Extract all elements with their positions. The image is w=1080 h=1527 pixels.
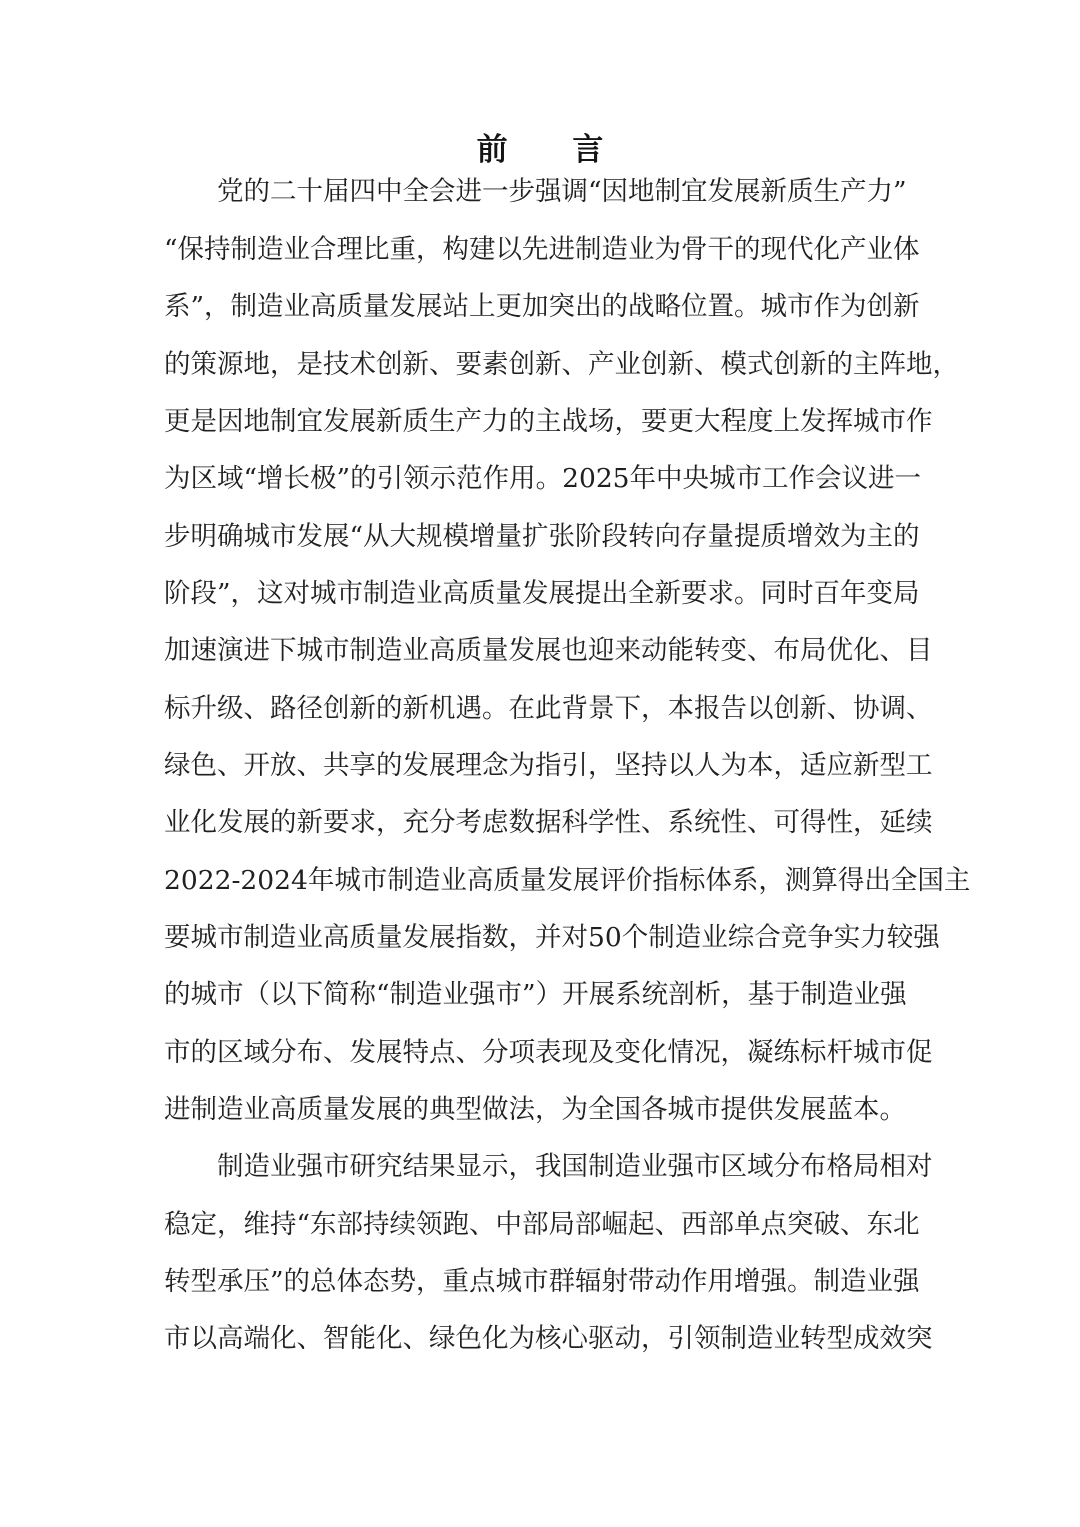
paragraph-1-line: 标升级、路径创新的新机遇。在此背景下，本报告以创新、协调、 [164, 693, 933, 724]
paragraph-1-line: 为区域“增长极”的引领示范作用。2025年中央城市工作会议进一 [164, 463, 922, 494]
paragraph-1-line: 业化发展的新要求，充分考虑数据科学性、系统性、可得性，延续 [164, 807, 933, 838]
paragraph-1-line: 的城市（以下简称“制造业强市”）开展系统剖析，基于制造业强 [164, 979, 907, 1010]
paragraph-1-line: 市的区域分布、发展特点、分项表现及变化情况，凝练标杆城市促 [164, 1037, 933, 1068]
paragraph-2-line: 稳定，维持“东部持续领跑、中部局部崛起、西部单点突破、东北 [164, 1209, 920, 1240]
paragraph-2-line: 市以高端化、智能化、绿色化为核心驱动，引领制造业转型成效突 [164, 1323, 933, 1354]
paragraph-2-line: 制造业强市研究结果显示，我国制造业强市区域分布格局相对 [217, 1151, 933, 1182]
paragraph-1-line: 绿色、开放、共享的发展理念为指引，坚持以人为本，适应新型工 [164, 750, 933, 781]
paragraph-1-line: 要城市制造业高质量发展指数，并对50个制造业综合竞争实力较强 [164, 922, 940, 953]
page-title: 前 言 [476, 132, 631, 168]
paragraph-1-line: 进制造业高质量发展的典型做法，为全国各城市提供发展蓝本。 [164, 1094, 906, 1125]
paragraph-1-line: 加速演进下城市制造业高质量发展也迎来动能转变、布局优化、目 [164, 635, 933, 666]
paragraph-1-line: 更是因地制宜发展新质生产力的主战场，要更大程度上发挥城市作 [164, 406, 933, 437]
paragraph-1-line: 党的二十届四中全会进一步强调“因地制宜发展新质生产力” [217, 176, 907, 207]
paragraph-1-line: 2022-2024年城市制造业高质量发展评价指标体系，测算得出全国主 [164, 865, 971, 896]
paragraph-1-line: 系”，制造业高质量发展站上更加突出的战略位置。城市作为创新 [164, 291, 920, 322]
paragraph-1-line: 的策源地，是技术创新、要素创新、产业创新、模式创新的主阵地， [164, 349, 959, 380]
paragraph-1-line: “保持制造业合理比重，构建以先进制造业为骨干的现代化产业体 [164, 234, 920, 265]
paragraph-1-line: 阶段”，这对城市制造业高质量发展提出全新要求。同时百年变局 [164, 578, 920, 609]
paragraph-1-line: 步明确城市发展“从大规模增量扩张阶段转向存量提质增效为主的 [164, 521, 920, 552]
paragraph-2-line: 转型承压”的总体态势，重点城市群辐射带动作用增强。制造业强 [164, 1266, 920, 1297]
